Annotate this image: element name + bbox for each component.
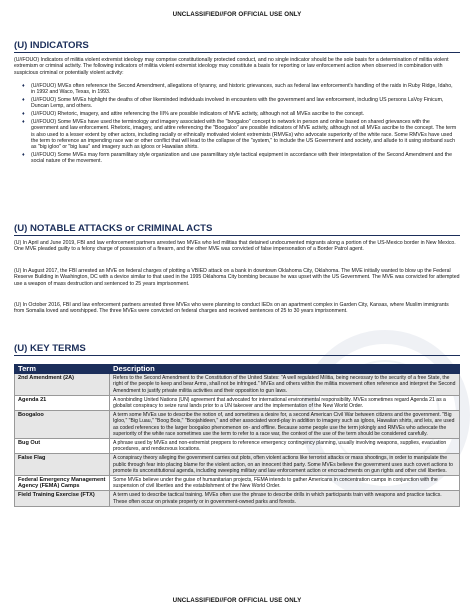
- term-cell: Bug Out: [15, 439, 110, 454]
- description-cell: Some MVEs believe under the guise of humanitarian projects, FEMA intends to gather Americans in concentration camps in conjunction with the suspension of civil liberties and the establishment of the New World Order.: [110, 476, 460, 491]
- term-cell: 2nd Amendment (2A): [15, 374, 110, 396]
- diamond-bullet-icon: ♦: [22, 97, 25, 104]
- list-item: ♦ (U//FOUO) Rhetoric, imagery, and attire referencing the III% are possible indicators of MVE activity, although not all MVEs ascribe to the concept.: [22, 111, 365, 118]
- table-row: [15, 395, 460, 410]
- term-cell: False Flag: [15, 454, 110, 476]
- description-cell: A term used to describe tactical training. MVEs often use the phrase to describe drills in which participants train with weapons and practice tactics. These often occur on private property or in government-owned parks and forests.: [110, 491, 460, 506]
- list-item: ♦ (U//FOUO) MVEs often reference the Second Amendment, allegations of tyranny, and historic grievances, such as federal law enforcement's handling of the raids in Ruby Ridge, Idaho, in 1992 and Waco, Texas, in 1993.: [22, 83, 453, 96]
- table-row: [15, 454, 460, 476]
- indicators-heading: (U) INDICATORS: [14, 40, 460, 53]
- key-terms-table: [14, 364, 460, 507]
- table-row: [15, 374, 460, 396]
- diamond-bullet-icon: ♦: [22, 118, 25, 125]
- indicators-list: [22, 83, 458, 166]
- description-cell: Refers to the Second Amendment to the Constitution of the United States: "A well regulated Militia, being necessary to the security of a free State, the right of the people to keep and bear Arms, shall not be infringed." MVEs and others within the militia movement often reference and interpret the Second Amendment to justify private militia activities and their opposition to gun laws.: [110, 374, 460, 396]
- classification-banner-top: UNCLASSIFIED//FOR OFFICIAL USE ONLY: [172, 11, 302, 18]
- diamond-bullet-icon: ♦: [22, 83, 25, 89]
- term-cell: Federal Emergency Management Agency (FEMA) Camps: [15, 476, 110, 491]
- table-row: [15, 411, 460, 439]
- table-row: [15, 439, 460, 454]
- table-row: [15, 476, 460, 491]
- table-header-row: [15, 365, 460, 374]
- diamond-bullet-icon: ♦: [22, 111, 25, 118]
- key-terms-heading: (U) KEY TERMS: [14, 343, 460, 356]
- classification-banner-bottom: UNCLASSIFIED//FOR OFFICIAL USE ONLY: [172, 597, 302, 604]
- term-cell: Field Training Exercise (FTX): [15, 491, 110, 506]
- description-cell: A nonbinding United Nations (UN) agreement that advocated for international environmental responsibility. MVEs sometimes regard Agenda 21 as a globalist conspiracy to seize rural lands prior to a UN takeover and the implementation of the New World Order.: [110, 395, 460, 410]
- diamond-bullet-icon: ♦: [22, 152, 25, 158]
- list-item: ♦ (U//FOUO) Some MVEs highlight the deaths of other likeminded individuals involved in encounters with the government and law enforcement, including US persons LaVoy Finicum, Duncan Lemp, and others.: [22, 97, 444, 110]
- description-cell: A conspiracy theory alleging the government carries out plots, often violent actions like terrorist attacks or mass shootings, in order to manipulate the public through fear into placing blame for the violent action, on an innocent third party. Some MVEs believe the government uses such covert actions to promote its unconstitutional agenda, including sweeping military and law enforcement action or encroachments on gun rights and other civil liberties.: [110, 454, 460, 476]
- description-cell: A term some MVEs use to describe the notion of, and sometimes a desire for, a second American Civil War between citizens and the government. "Big Igloo," "Big Luau," "Boog Bois," "Boojahideen," and other associated word-play in addition to imagery such as igloos, Hawaiian shirts, and leis, are used as coded references to the larger boogaloo phenomenon on- and offline. Because some people use the term jokingly and RMVEs who advocate the superiority of the white race sometimes use the term to refer to a race war, the context of the use of the term should be considered carefully.: [110, 411, 460, 439]
- table-row: [15, 491, 460, 506]
- column-header-description: Description: [110, 365, 460, 374]
- term-cell: Boogaloo: [15, 411, 110, 439]
- column-header-term: Term: [15, 365, 110, 374]
- indicators-intro: (U//FOUO) Indicators of militia violent extremist ideology may comprise constitutionally protected conduct, and no single indicator should be the sole basis for a determination of militia violent extremism or criminal activity. The following indicators of militia violent extremist ideology may constitute a basis for reporting or law enforcement action when observed in combination with suspicious criminal or potentially violent activity:: [14, 57, 449, 76]
- list-item: ♦ (U//FOUO) Some MVEs may form paramilitary style organization and use paramilitary style tactical equipment in accordance with their interpretation of the Second Amendment and the social nature of the movement.: [22, 152, 452, 165]
- list-item: ♦ (U//FOUO) Some MVEs have used the terminology and imagery associated with the "boogaloo" concept to network in person and online based on shared grievances with the government and law enforcement. Rhetoric, imagery, and attire referencing the "Boogaloo" are possible indicators of MVE activity, although not all MVEs ascribe to the concept. The term is also used to a lesser extent by other actors, including racially or ethnically motivated violent extremists (RMVEs) who advocate superiority of the white race. Some RMVEs have used the term to reference an impending race war or other conflict that will lead to the collapse of the "system," to include the US Government and society, and allude to it using storband such as "big igloo" or "big luau" and imagery such as igloos or Hawaiian shirts.: [22, 118, 457, 151]
- term-cell: Agenda 21: [15, 395, 110, 410]
- description-cell: A phrase used by MVEs and non-extremist preppers to reference emergency contingency planning, usually involving weapons, supplies, evacuation procedures, and rendezvous locations.: [110, 439, 460, 454]
- attack-paragraph: (U) In August 2017, the FBI arrested an MVE on federal charges of plotting a VBIED attack on a bank in downtown Oklahoma City, Oklahoma. The MVE initially wanted to blow up the Federal Reserve Building in Washington, DC with a device similar to that used in the 1995 Oklahoma City bombing because he was upset with the US Government. The MVE was convicted for attempted use a weapon of mass destruction and sentenced to 25 years imprisonment.: [14, 268, 460, 287]
- attacks-heading: (U) NOTABLE ATTACKS or CRIMINAL ACTS: [14, 223, 460, 236]
- attack-paragraph: (U) In October 2016, FBI and law enforcement partners arrested three MVEs who were planning to conduct IEDs on an apartment complex in Garden City, Kansas, where Muslim immigrants from Somalia loved and worshipped. The three MVEs were convicted on federal charges and received sentences of 25 to 30 years imprisonment.: [14, 302, 449, 315]
- attack-paragraph: (U) In April and June 2019, FBI and law enforcement partners arrested two MVEs who led militias that detained undocumented migrants along a portion of the US-Mexico border in New Mexico. One MVE pleaded guilty to a felony charge of possession of a firearm, and the other MVE was convicted of false impersonation of a Border Patrol agent.: [14, 240, 456, 253]
